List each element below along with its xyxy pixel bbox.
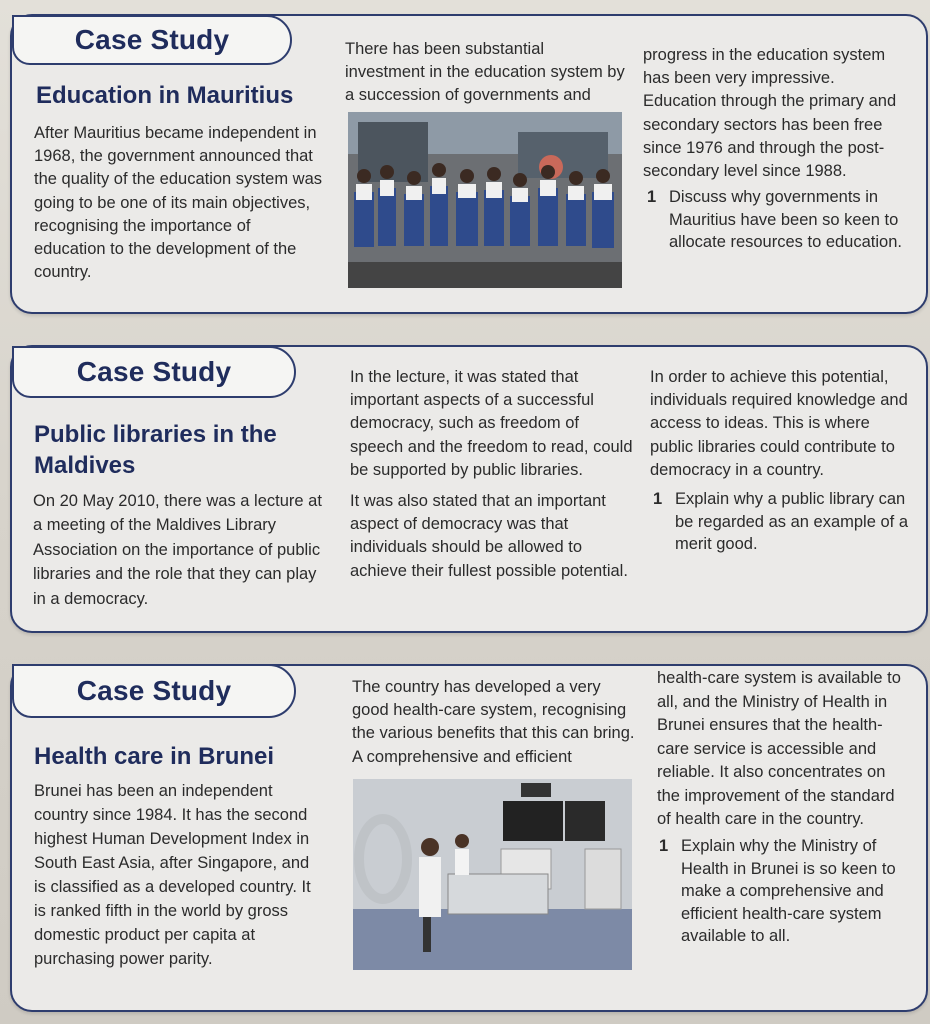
case-study-tag: Case Study: [12, 664, 296, 718]
students-image: [348, 112, 622, 288]
intro-paragraph: After Mauritius became independent in 1968, the government announced that the quality of the education system was going to be one of its main objectives, recognising the importance of education to the development of the country.: [34, 124, 322, 282]
question-number: 1: [653, 490, 663, 508]
hospital-image: [353, 779, 632, 970]
students-photo: [348, 112, 622, 288]
question-number: 1: [659, 837, 669, 855]
case-study-title: Public libraries in the Maldives: [34, 421, 277, 479]
question-text: Explain why a public library can be regarded as an example of a merit good.: [675, 490, 908, 553]
intro-paragraph: Brunei has been an independent country since 1984. It has the second highest Human Development Index in South East Asia, after Singapore, and is classified as a developed country. It is ranked fifth in the world by gross domestic product per capita at purchasing power parity.: [34, 782, 311, 968]
middle-paragraph: The country has developed a very good health-care system, recognising the various benefits that this can bring. A comprehensive and efficient: [352, 678, 635, 766]
middle-paragraph-2: It was also stated that an important aspect of democracy was that individuals should be allowed to achieve their fullest possible potential.: [350, 492, 628, 580]
intro-paragraph: On 20 May 2010, there was a lecture at a meeting of the Maldives Library Association on the importance of public libraries and the role that they can play in a democracy.: [33, 492, 322, 608]
question-item: [659, 835, 914, 948]
question-item: [653, 488, 915, 556]
case-study-tag: Case Study: [12, 15, 292, 65]
right-paragraph: health-care system is available to all, and the Ministry of Health in Brunei ensures that the health-care service is accessible and reliable. It also concentrates on the improvement of the standard of health care in the country.: [657, 669, 901, 828]
question-item: [647, 186, 909, 254]
question-text: Discuss why governments in Mauritius have been so keen to allocate resources to education.: [669, 188, 902, 251]
hospital-photo: [353, 779, 632, 970]
question-number: 1: [647, 188, 657, 206]
middle-paragraph: There has been substantial investment in the education system by a succession of governments and: [345, 40, 625, 105]
case-study-title: Education in Mauritius: [36, 82, 294, 109]
right-paragraph: progress in the education system has been very impressive. Education through the primary and secondary sectors has been free since 1976 and through the post-secondary level since 1988.: [643, 46, 897, 181]
case-study-title: Health care in Brunei: [34, 743, 275, 770]
case-study-tag: Case Study: [12, 346, 296, 398]
middle-paragraph: In the lecture, it was stated that important aspects of a successful democracy, such as freedom of speech and the freedom to read, could be supported by public libraries.: [350, 368, 633, 479]
right-paragraph: In order to achieve this potential, individuals required knowledge and access to ideas. This is where public libraries could contribute to democracy in a country.: [650, 368, 908, 479]
question-text: Explain why the Ministry of Health in Brunei is so keen to make a comprehensive and efficient health-care system available to all.: [681, 837, 896, 945]
